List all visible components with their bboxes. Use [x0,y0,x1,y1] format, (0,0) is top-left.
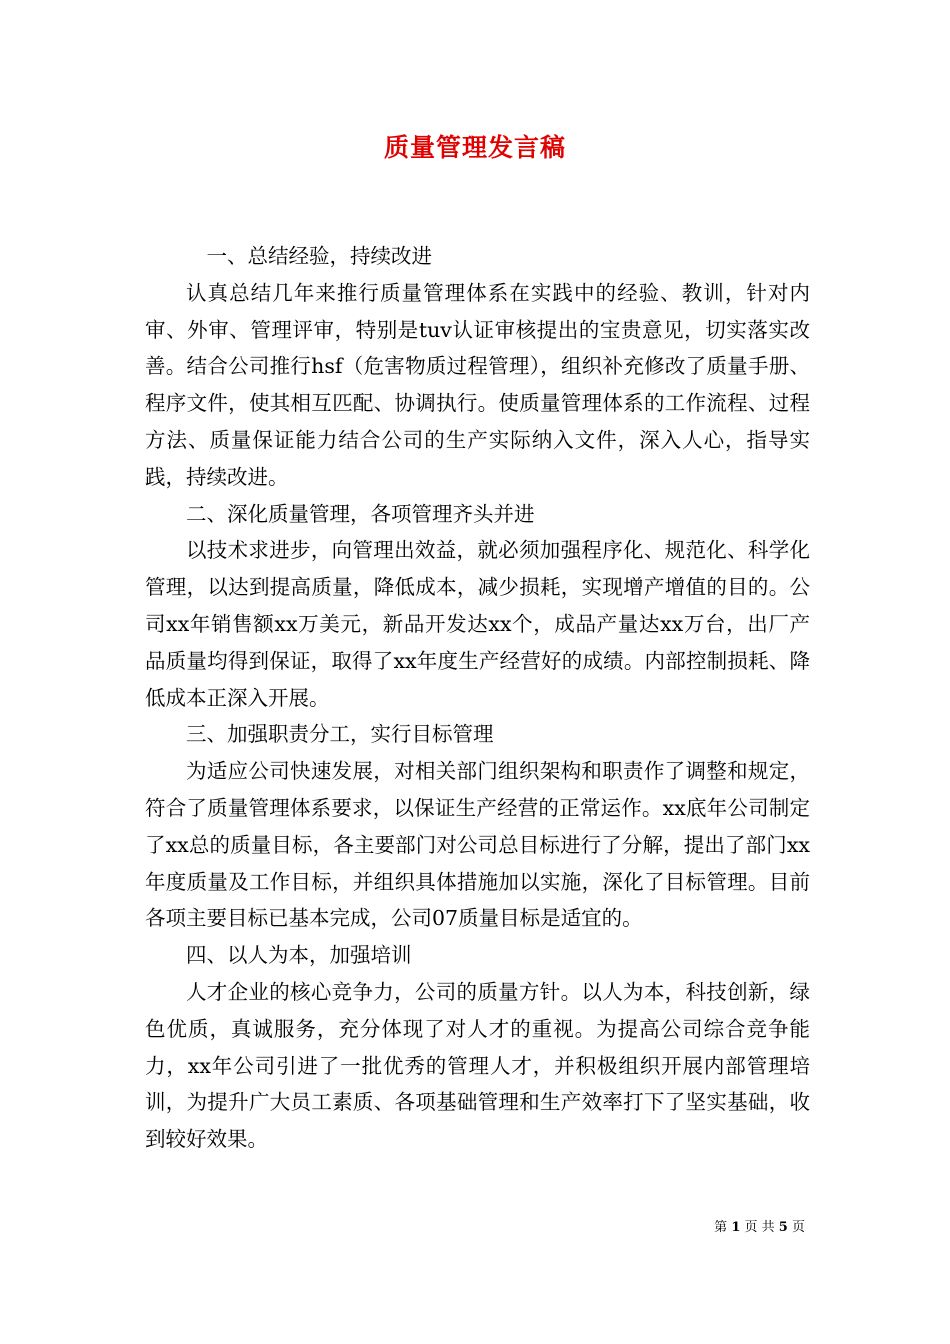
section-paragraph-4: 人才企业的核心竞争力，公司的质量方针。以人为本，科技创新，绿色优质，真诚服务，充分体现了对人才的重视。为提高公司综合竞争能力，xx年公司引进了一批优秀的管理人才，并积极组织开展内部管理培训，为提升广大员工素质、各项基础管理和生产效率打下了坚实基础，收到较好效果。 [145,979,810,1152]
section-heading-3: 三、加强职责分工，实行目标管理 [186,722,494,747]
footer-prefix: 第 [714,1220,728,1235]
section-paragraph-1: 认真总结几年来推行质量管理体系在实践中的经验、教训，针对内审、外审、管理评审，特别是tuv认证审核提出的宝贵意见，切实落实改善。结合公司推行hsf（危害物质过程管理），组织补充修改了质量手册、程序文件，使其相互匹配、协调执行。使质量管理体系的工作流程、过程方法、质量保证能力结合公司的生产实际纳入文件，深入人心，指导实践，持续改进。 [145,280,810,489]
section-heading-2: 二、深化质量管理，各项管理齐头并进 [186,501,535,526]
document-title: 质量管理发言稿 [383,133,566,162]
section-heading-4: 四、以人为本，加强培训 [186,943,412,968]
section-paragraph-3: 为适应公司快速发展，对相关部门组织架构和职责作了调整和规定，符合了质量管理体系要求，以保证生产经营的正常运作。xx底年公司制定了xx总的质量目标，各主要部门对公司总目标进行了分解，提出了部门xx年度质量及工作目标，并组织具体措施加以实施，深化了目标管理。目前各项主要目标已基本完成，公司07质量目标是适宜的。 [145,759,810,931]
section-heading-1: 一、总结经验，持续改进 [206,244,432,268]
footer-suffix: 页 [791,1220,805,1235]
document-body [145,238,810,1158]
page-footer [714,1219,805,1237]
current-page-number: 1 [731,1220,741,1235]
total-page-number: 5 [778,1220,788,1235]
section-paragraph-2: 以技术求进步，向管理出效益，就必须加强程序化、规范化、科学化管理，以达到提高质量，降低成本，减少损耗，实现增产增值的目的。公司xx年销售额xx万美元，新品开发达xx个，成品产量达xx万台，出厂产品质量均得到保证，取得了xx年度生产经营好的成绩。内部控制损耗、降低成本正深入开展。 [145,538,810,710]
footer-middle: 页 共 [744,1220,775,1235]
